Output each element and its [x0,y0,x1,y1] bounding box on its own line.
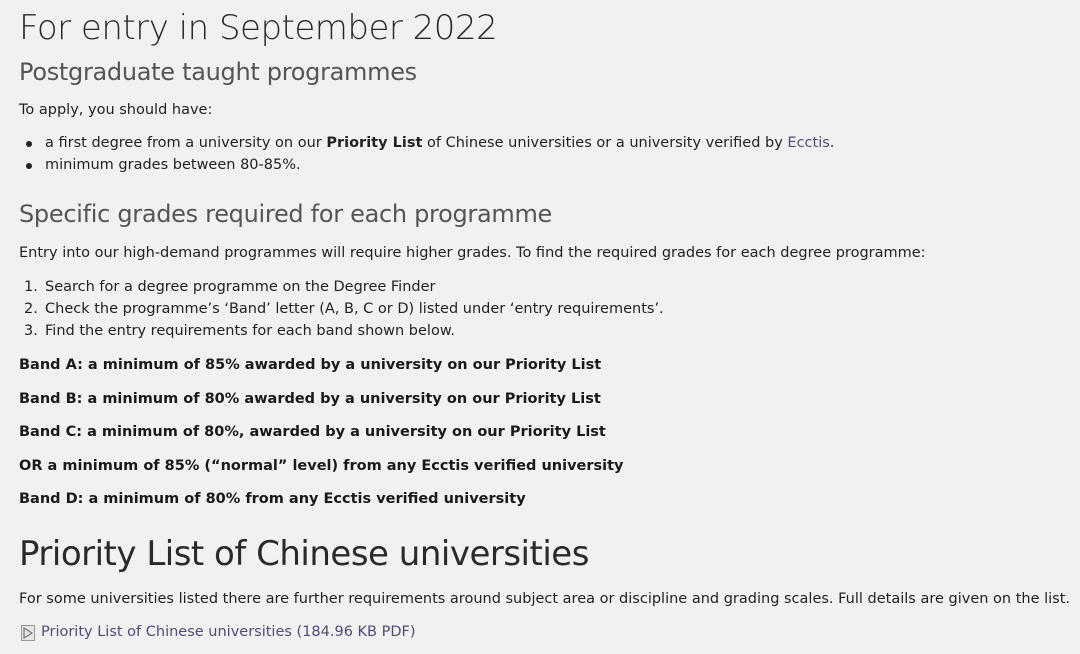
step-item-1: Search for a degree programme on the Degree Finder [45,279,436,295]
step-number: 2. [24,301,38,317]
requirement-text-mid: of Chinese universities or a university verified by [422,135,788,151]
section-heading-priority: Priority List of Chinese universities [19,534,589,574]
priority-list-pdf-link[interactable]: Priority List of Chinese universities (184.96 KB PDF) [41,624,416,640]
band-c-alternative: OR a minimum of 85% (“normal” level) from any Ecctis verified university [19,458,624,474]
step-item-3: Find the entry requirements for each band shown below. [45,323,455,339]
section-heading-pgt: Postgraduate taught programmes [19,58,417,86]
band-b: Band B: a minimum of 80% awarded by a university on our Priority List [19,391,601,407]
requirement-text: a first degree from a university on our [45,135,327,151]
apply-intro: To apply, you should have: [19,102,213,118]
bullet-icon [26,163,32,169]
band-c: Band C: a minimum of 80%, awarded by a university on our Priority List [19,424,606,440]
step-item-2: Check the programme’s ‘Band’ letter (A, B, C or D) listed under ‘entry requirements’. [45,301,664,317]
requirement-item-2: minimum grades between 80-85%. [45,157,301,173]
requirement-item-1 [45,135,834,151]
ecctis-link[interactable]: Ecctis [787,135,830,151]
section-heading-specific: Specific grades required for each programme [19,200,552,228]
requirement-text-end: . [829,135,835,151]
page-title: For entry in September 2022 [19,8,498,48]
priority-description: For some universities listed there are further requirements around subject area or discipline and grading scales. Full details are given on the list. [19,591,1071,607]
specific-intro: Entry into our high-demand programmes will require higher grades. To find the required grades for each degree programme: [19,245,926,261]
bullet-icon [26,141,32,147]
step-number: 1. [24,279,38,295]
band-a: Band A: a minimum of 85% awarded by a university on our Priority List [19,357,602,373]
pdf-file-icon [21,625,37,641]
priority-list-emphasis: Priority List [326,135,423,151]
step-number: 3. [24,323,38,339]
band-d: Band D: a minimum of 80% from any Ecctis verified university [19,491,526,507]
